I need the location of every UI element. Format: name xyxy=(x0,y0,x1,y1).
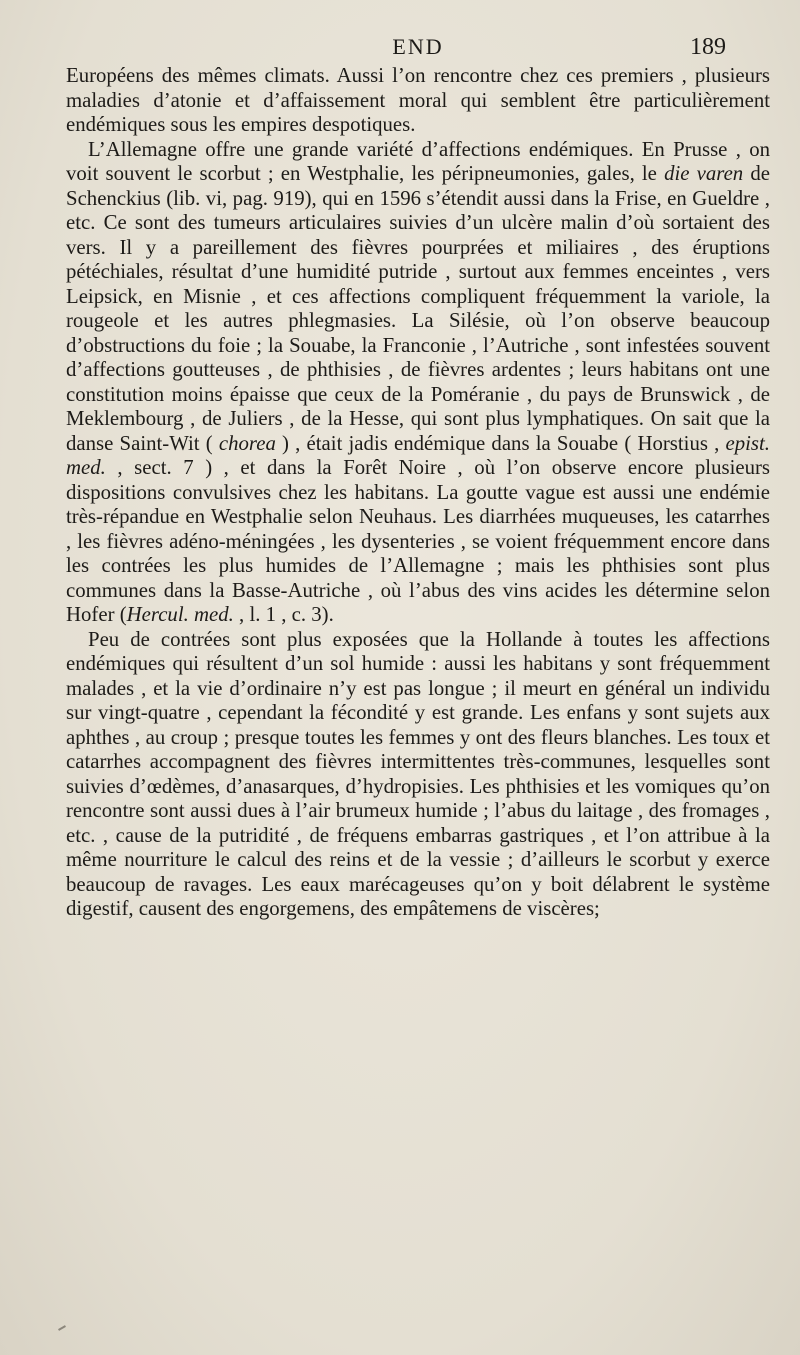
text-run: , l. 1 , c. 3). xyxy=(233,603,334,626)
italic-citation: Hercul. med. xyxy=(126,603,234,626)
italic-citation: die varen xyxy=(664,162,744,185)
paragraph xyxy=(66,64,770,138)
italic-citation: epist. med. xyxy=(66,431,770,479)
paragraph xyxy=(66,138,770,628)
paragraph xyxy=(66,628,770,922)
text-run: Européens des mêmes climats. Aussi l’on rencontre chez ces premiers , plusieurs maladies d’atonie et d’affaissement moral qui semblent être particulièrement endémiques sous les empires despotiques. xyxy=(66,64,770,136)
body-text xyxy=(66,64,770,922)
running-head xyxy=(66,34,770,64)
text-run: , sect. 7 ) , et dans la Forêt Noire , où l’on observe encore plusieurs dispositions convulsives chez les habitans. La goutte vague est aussi une endémie très-répandue en Westphalie selon Neuhaus. Les diarrhées muqueuses, les catarrhes , les fièvres adéno-méningées , les dysenteries , se voient fréquemment encore dans les contrées les plus humides de l’Allemagne ; mais les phthisies sont plus communes dans la Basse-Autriche , où l’abus des vins acides les détermine selon Hofer ( xyxy=(66,456,770,626)
text-run: Peu de contrées sont plus exposées que la Hollande à toutes les affections endémiques qui résultent d’un sol humide : aussi les habitans y sont fréquemment malades , et la vie d’ordinaire n’y est pas longue ; il meurt en général un individu sur vingt-quatre , cependant la fécondité y est grande. Les enfans y sont sujets aux aphthes , au croup ; presque toutes les femmes y ont des fleurs blanches. Les toux et catarrhes accompagnent des fièvres intermittentes très-communes, lesquelles sont suivies d’œdèmes, d’anasarques, d’hydropisies. Les phthisies et les vomiques qu’on rencontre sont aussi dues à l’air brumeux humide ; l’abus du laitage , des fromages , etc. , cause de la putridité , de fréquens embarras gastriques , et l’on attribue à la même nourriture le calcul des reins et de la vessie ; d’ailleurs le scorbut y exerce beaucoup de ravages. Les eaux marécageuses qu’on y boit délabrent le système digestif, causent des engorgemens, des empâtemens de viscères; xyxy=(66,627,770,920)
text-run: L’Allemagne offre une grande variété d’affections endémiques. En Prusse , on voit souvent le scorbut ; en Westphalie, les péripneumonies, gales, le xyxy=(66,137,770,185)
text-run: de Schenckius (lib. vi, pag. 919), qui en 1596 s’étendit aussi dans la Frise, en Gueldre , etc. Ce sont des tumeurs articulaires suivies d’un ulcère malin d’où sortaient des vers. Il y a pareillement des fièvres pourprées et miliaires , des éruptions pétéchiales, résultat d’une humidité putride , surtout aux femmes enceintes , vers Leipsick, en Misnie , et ces affections compliquent fréquemment la variole, la rougeole et les autres phlegmasies. La Silésie, où l’on observe beaucoup d’obstructions du foie ; la Souabe, la Franconie , l’Autriche , sont infestées souvent d’affections goutteuses , de phthisies , de fièvres ardentes ; leurs habitans ont une constitution moins épaisse que ceux de la Poméranie , du pays de Brunswick , de Meklembourg , de Juliers , de la Hesse, qui sont plus lymphatiques. On sait que la danse Saint-Wit ( xyxy=(66,162,770,455)
running-title: END xyxy=(392,34,444,59)
ink-speck xyxy=(58,1325,66,1331)
italic-citation: chorea xyxy=(218,431,276,455)
text-run: ) , était jadis endémique dans la Souabe ( Horstius , xyxy=(275,431,726,455)
page-number: 189 xyxy=(690,34,726,60)
